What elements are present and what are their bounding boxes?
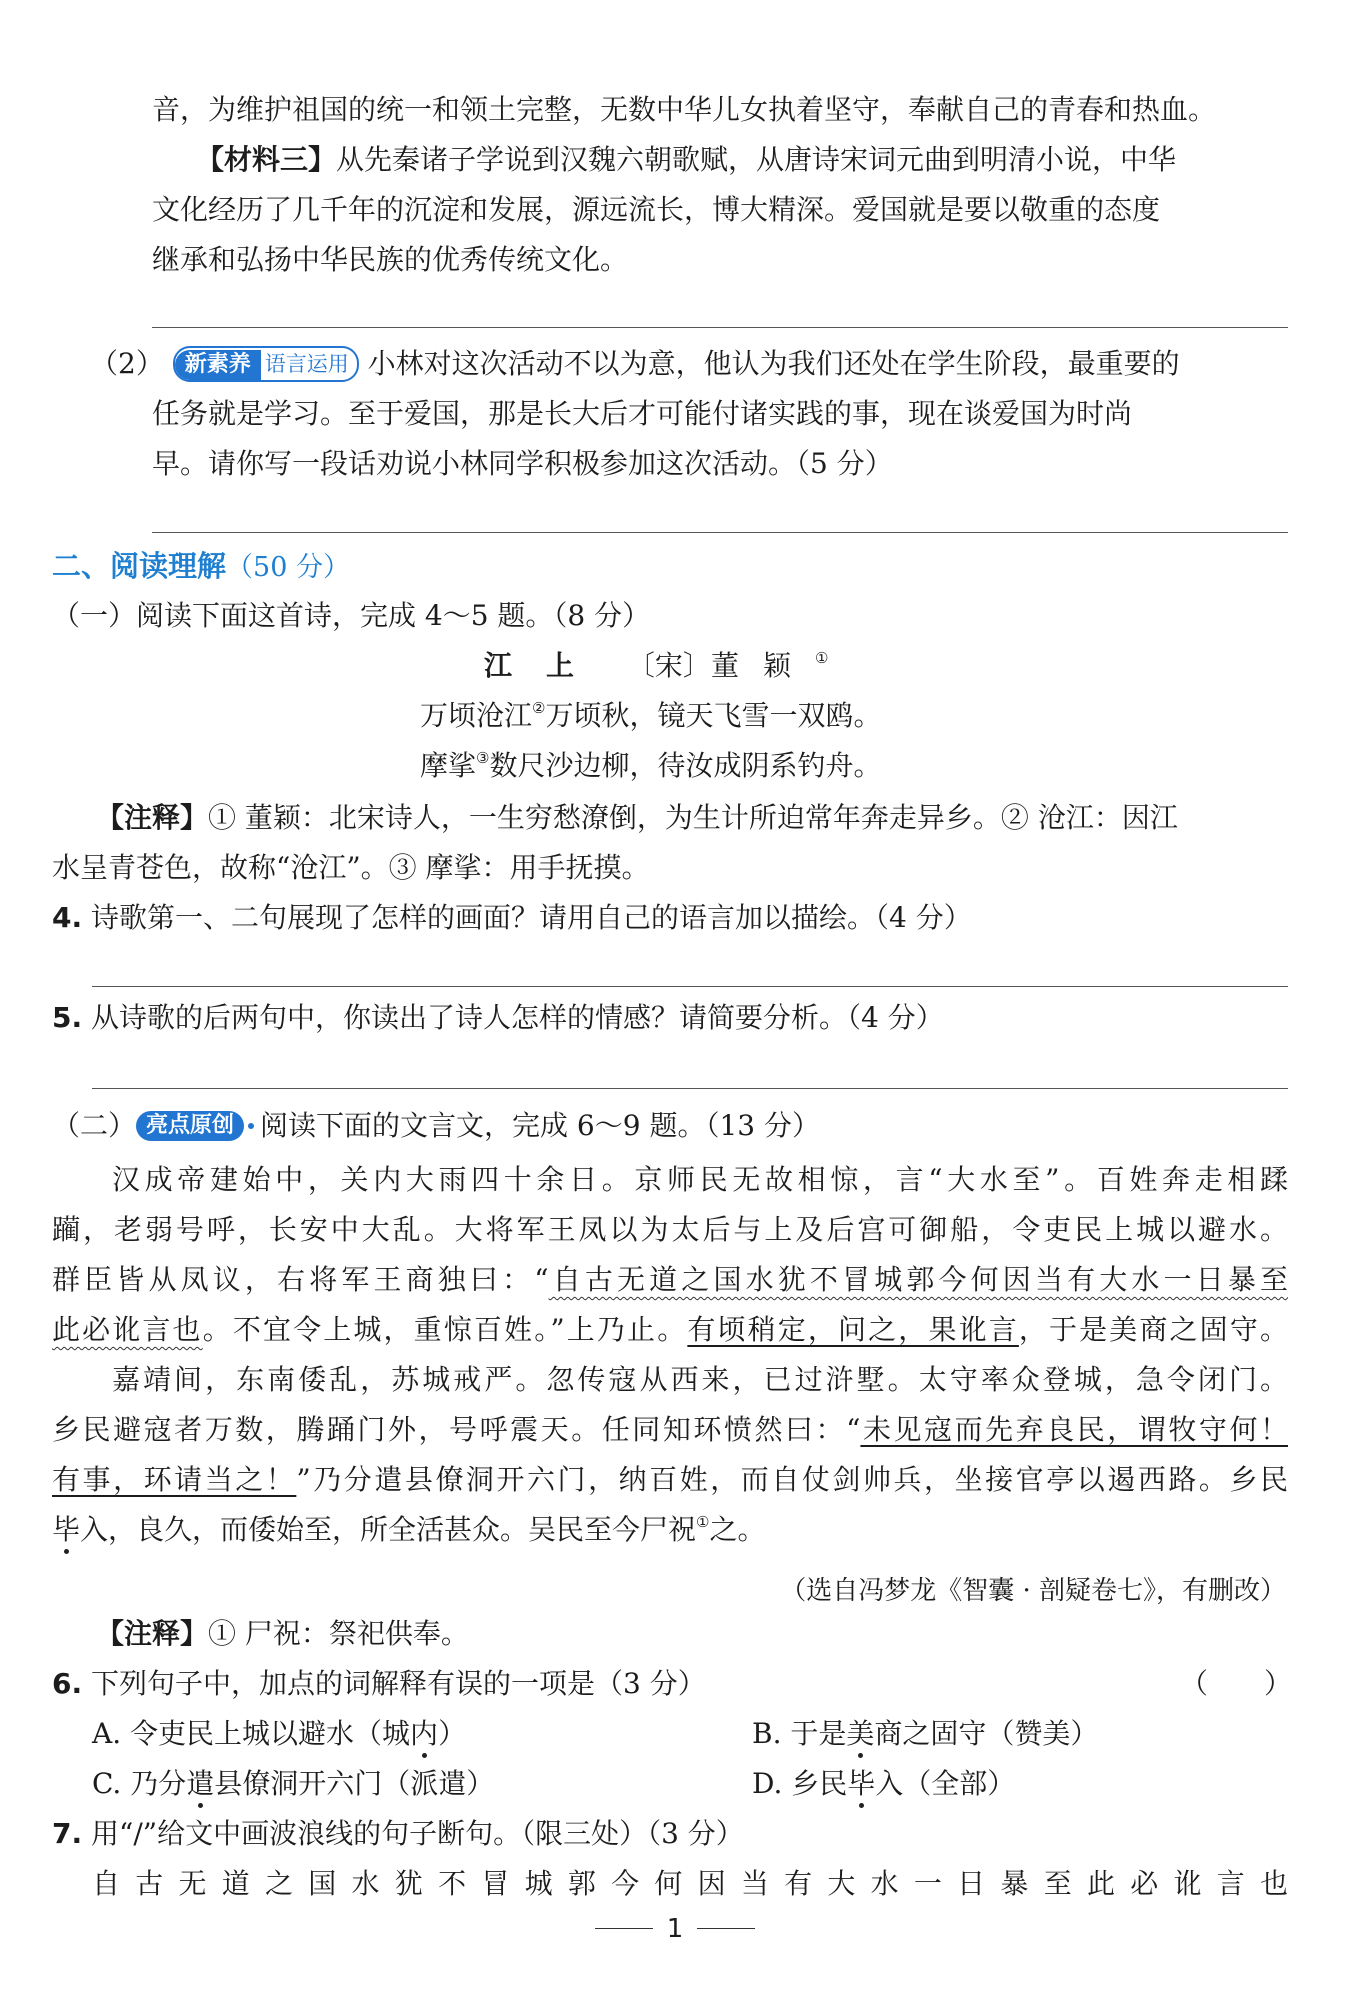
- passage-p2-line-2: 乡民避寇者万数，腾踊门外，号呼震天。任同知环愤然曰：“未见寇而先弃良民，谓牧守何！: [52, 1413, 1288, 1446]
- poem-notes-line-2: 水呈青苍色，故称“沧江”。③ 摩挲：用手抚摸。: [52, 851, 650, 884]
- question-2-line-1: （2） 新素养 语言运用 小林对这次活动不以为意，他认为我们还处在学生阶段，最重要的: [90, 347, 1180, 380]
- option-b[interactable]: B. 于是美商之固守（赞美）: [752, 1717, 1099, 1750]
- question-2-line-3: 早。请你写一段话劝说小林同学积极参加这次活动。（5 分）: [152, 447, 893, 480]
- poem-notes-line-1: 【注释】① 董颖：北宋诗人，一生穷愁潦倒，为生计所迫常年奔走异乡。② 沧江：因江: [96, 801, 1178, 834]
- option-c[interactable]: C. 乃分遣县僚洞开六门（派遣）: [92, 1767, 495, 1800]
- passage-p1-line-2: 躏，老弱号呼，长安中大乱。大将军王凤以为太后与上及后宫可御船，令吏民上城以避水。: [52, 1213, 1288, 1246]
- wavy-underlined-sentence: 自古无道之国水犹不冒城郭今何因当有大水一日暴至: [548, 1263, 1288, 1296]
- question-4: 4. 诗歌第一、二句展现了怎样的画面？请用自己的语言加以描绘。（4 分）: [52, 901, 972, 934]
- answer-line: [92, 986, 1288, 987]
- underlined-sentence: 有顷稍定，问之，果讹言: [687, 1313, 1019, 1346]
- passage-p2-line-4: 毕入，良久，而倭始至，所全活甚众。吴民至今尸祝①之。: [52, 1513, 766, 1546]
- answer-line: [92, 1088, 1288, 1089]
- passage-p1-line-1: 汉成帝建始中，关内大雨四十余日。京师民无故相惊，言“大水至”。百姓奔走相蹂: [112, 1163, 1288, 1196]
- passage-p1-line-3: 群臣皆从凤议，右将军王商独曰：“自古无道之国水犹不冒城郭今何因当有大水一日暴至: [52, 1263, 1288, 1296]
- poem-heading: 江上 〔宋〕董颖①: [484, 649, 829, 682]
- material-3-label: 【材料三】: [196, 143, 337, 176]
- passage-p2-line-1: 嘉靖间，东南倭乱，苏城戒严。忽传寇从西来，已过浒墅。太守率众登城，急令闭门。: [112, 1363, 1288, 1396]
- material-3-line-1: 【材料三】从先秦诸子学说到汉魏六朝歌赋，从唐诗宋词元曲到明清小说，中华: [196, 143, 1177, 176]
- page-number: 1: [575, 1914, 775, 1944]
- wavy-underlined-sentence-end: 此必讹言也: [52, 1313, 203, 1346]
- question-7-sentence: 自古无道之国水犹不冒城郭今何因当有大水一日暴至此必讹言也: [92, 1867, 1288, 1900]
- material-3-line-3: 继承和弘扬中华民族的优秀传统文化。: [152, 243, 629, 276]
- option-a[interactable]: A. 令吏民上城以避水（城内）: [92, 1717, 467, 1750]
- section-2-title: 二、阅读理解（50 分）: [52, 549, 350, 583]
- question-2-line-2: 任务就是学习。至于爱国，那是长大后才可能付诸实践的事，现在谈爱国为时尚: [152, 397, 1133, 430]
- new-literacy-badge: 新素养 语言运用: [173, 346, 359, 382]
- answer-blank[interactable]: （ ）: [1180, 1667, 1293, 1700]
- passage-note: 【注释】① 尸祝：祭祀供奉。: [96, 1617, 469, 1650]
- passage-p1-line-4: 此必讹言也。不宜令上城，重惊百姓。”上乃止。有顷稍定，问之，果讹言，于是美商之固守。: [52, 1313, 1288, 1346]
- passage-p2-line-3: 有事，环请当之！”乃分遣县僚洞开六门，纳百姓，而自仗剑帅兵，坐接官亭以遏西路。乡民: [52, 1463, 1288, 1496]
- material-2-tail: 音，为维护祖国的统一和领土完整，无数中华儿女执着坚守，奉献自己的青春和热血。: [152, 93, 1217, 126]
- part-2-intro: （二） 亮点原创 阅读下面的文言文，完成 6～9 题。（13 分）: [52, 1109, 820, 1142]
- original-highlight-badge: 亮点原创: [136, 1111, 244, 1141]
- question-7: 7. 用“/”给文中画波浪线的句子断句。（限三处）（3 分）: [52, 1817, 744, 1850]
- question-6: 6. 下列句子中，加点的词解释有误的一项是（3 分）: [52, 1667, 706, 1700]
- poem-line-1: 万顷沧江②万顷秋，镜天飞雪一双鸥。: [420, 699, 882, 732]
- answer-line: [152, 327, 1288, 328]
- poem-line-2: 摩挲③数尺沙边柳，待汝成阴系钓舟。: [420, 749, 882, 782]
- material-3-line-2: 文化经历了几千年的沉淀和发展，源远流长，博大精深。爱国就是要以敬重的态度: [152, 193, 1161, 226]
- part-1-intro: （一）阅读下面这首诗，完成 4～5 题。（8 分）: [52, 599, 651, 632]
- poem-author: 董颖: [710, 649, 815, 682]
- badge-dot-icon: [248, 1123, 254, 1129]
- question-5: 5. 从诗歌的后两句中，你读出了诗人怎样的情感？请简要分析。（4 分）: [52, 1001, 944, 1034]
- underlined-sentence: 未见寇而先弃良民，谓牧守何！: [860, 1413, 1288, 1446]
- passage-source: （选自冯梦龙《智囊 · 剖疑卷七》，有删改）: [780, 1576, 1286, 1606]
- poem-title: 江上: [484, 649, 609, 682]
- underlined-sentence: 有事，环请当之！: [52, 1463, 297, 1496]
- poem-dynasty: 〔宋〕: [626, 649, 711, 682]
- question-2-number: （2）: [90, 347, 164, 380]
- option-d[interactable]: D. 乡民毕入（全部）: [752, 1767, 1016, 1800]
- answer-line: [152, 532, 1288, 533]
